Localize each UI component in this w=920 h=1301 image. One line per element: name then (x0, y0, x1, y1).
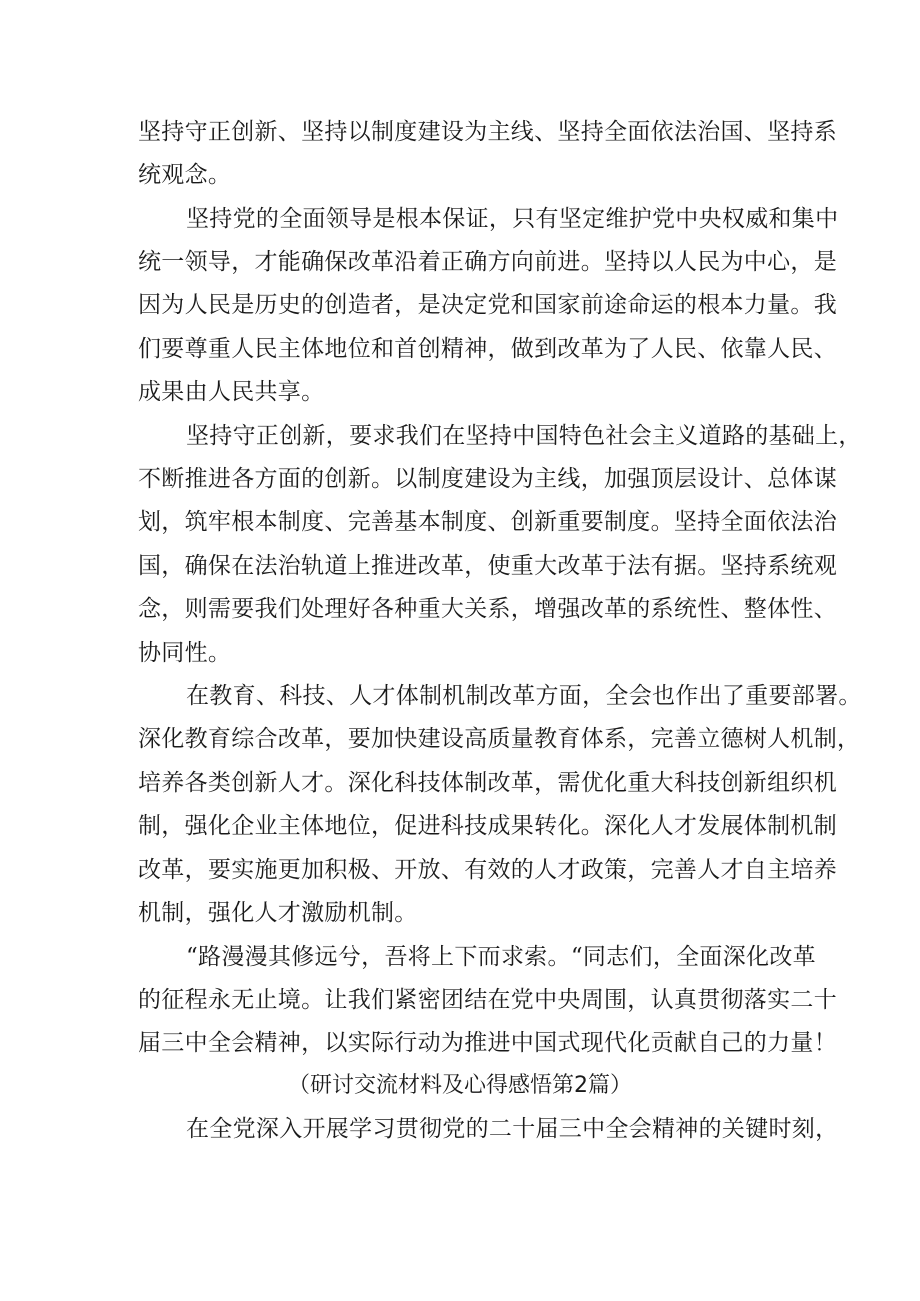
paragraph-line: 在教育、科技、人才体制机制改革方面，全会也作出了重要部署。 (186, 683, 862, 709)
paragraph-line: 国，确保在法治轨道上推进改革，使重大改革于法有据。坚持系统观 (138, 553, 837, 579)
paragraph-line: 念，则需要我们处理好各种重大关系，增强改革的系统性、整体性、 (138, 596, 837, 622)
paragraph-line: 统一领导，才能确保改革沿着正确方向前进。坚持以人民为中心，是 (138, 249, 837, 275)
section-heading: （研讨交流材料及心得感悟第2篇） (288, 1073, 632, 1098)
paragraph-line: 的征程永无止境。让我们紧密团结在党中央周围，认真贯彻落实二十 (138, 987, 837, 1013)
paragraph-line: 机制，强化人才激励机制。 (138, 900, 418, 926)
paragraph-line: 届三中全会精神，以实际行动为推进中国式现代化贡献自己的力量！ (138, 1030, 837, 1056)
paragraph-line: 在全党深入开展学习贯彻党的二十届三中全会精神的关键时刻， (186, 1116, 839, 1142)
paragraph-line: 因为人民是历史的创造者，是决定党和国家前途命运的根本力量。我 (138, 292, 837, 318)
paragraph-line: “路漫漫其修远兮，吾将上下而求索。“同志们，全面深化改革 (186, 944, 816, 970)
paragraph-line: 坚持党的全面领导是根本保证，只有坚定维护党中央权威和集中 (186, 206, 839, 232)
paragraph-line: 制，强化企业主体地位，促进科技成果转化。深化人才发展体制机制 (138, 813, 837, 839)
paragraph-line: 统观念。 (138, 162, 232, 188)
paragraph-line: 们要尊重人民主体地位和首创精神，做到改革为了人民、依靠人民、 (138, 336, 837, 362)
paragraph-line: 不断推进各方面的创新。以制度建设为主线，加强顶层设计、总体谋 (138, 466, 837, 492)
paragraph-line: 深化教育综合改革，要加快建设高质量教育体系，完善立德树人机制， (138, 726, 861, 752)
paragraph-line: 培养各类创新人才。深化科技体制改革，需优化重大科技创新组织机 (138, 770, 837, 796)
paragraph-line: 坚持守正创新、坚持以制度建设为主线、坚持全面依法治国、坚持系 (138, 119, 837, 145)
paragraph-line: 协同性。 (138, 640, 232, 666)
paragraph-line: 成果由人民共享。 (138, 379, 325, 405)
paragraph-line: 改革，要实施更加积极、开放、有效的人才政策，完善人才自主培养 (138, 857, 837, 883)
paragraph-line: 划，筑牢根本制度、完善基本制度、创新重要制度。坚持全面依法治 (138, 509, 837, 535)
paragraph-line: 坚持守正创新，要求我们在坚持中国特色社会主义道路的基础上， (186, 423, 862, 449)
